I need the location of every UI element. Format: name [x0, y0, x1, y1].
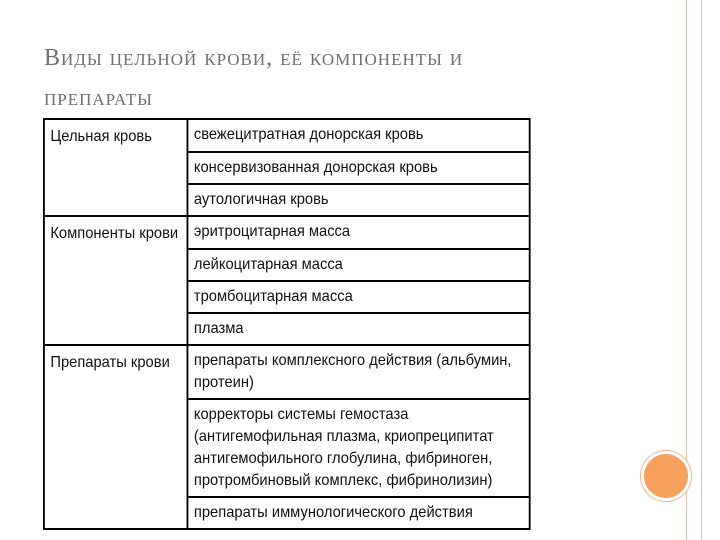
item-cell: аутологичная кровь	[188, 183, 528, 215]
group-blood-components	[45, 215, 529, 344]
slide-title	[44, 38, 644, 118]
item-cell: свежецитратная донорская кровь	[193, 126, 424, 143]
items-column	[188, 217, 528, 344]
item-cell: препараты иммунологического действия	[188, 496, 528, 528]
item-cell: тромбоцитарная масса	[188, 280, 528, 312]
category-cell: Цельная кровь	[45, 120, 189, 215]
category-cell: Компоненты крови	[45, 217, 189, 344]
item-cell: лейкоцитарная масса	[188, 248, 528, 280]
title-line-1: Виды цельной крови, её компоненты и	[44, 45, 464, 71]
item-cell: эритроцитарная масса	[193, 223, 351, 240]
title-line-2: препараты	[44, 85, 153, 111]
slide-frame-border	[686, 0, 702, 540]
item-cell: плазма	[188, 312, 528, 344]
blood-components-table	[43, 118, 531, 530]
group-whole-blood	[45, 120, 529, 215]
group-blood-preparations	[45, 344, 529, 528]
items-column	[188, 120, 528, 215]
decorative-circle	[641, 451, 691, 501]
item-cell: корректоры системы гемостаза (антигемофильная плазма, криопреципитат антигемофильного глобулина, фибриноген, протромбиновый комплекс, фибринолизин)	[188, 398, 528, 496]
item-cell: консервизованная донорская кровь	[188, 151, 528, 183]
item-cell: препараты комплексного действия (альбумин, протеин)	[193, 352, 512, 391]
category-cell: Препараты крови	[45, 346, 189, 528]
items-column	[188, 346, 528, 528]
